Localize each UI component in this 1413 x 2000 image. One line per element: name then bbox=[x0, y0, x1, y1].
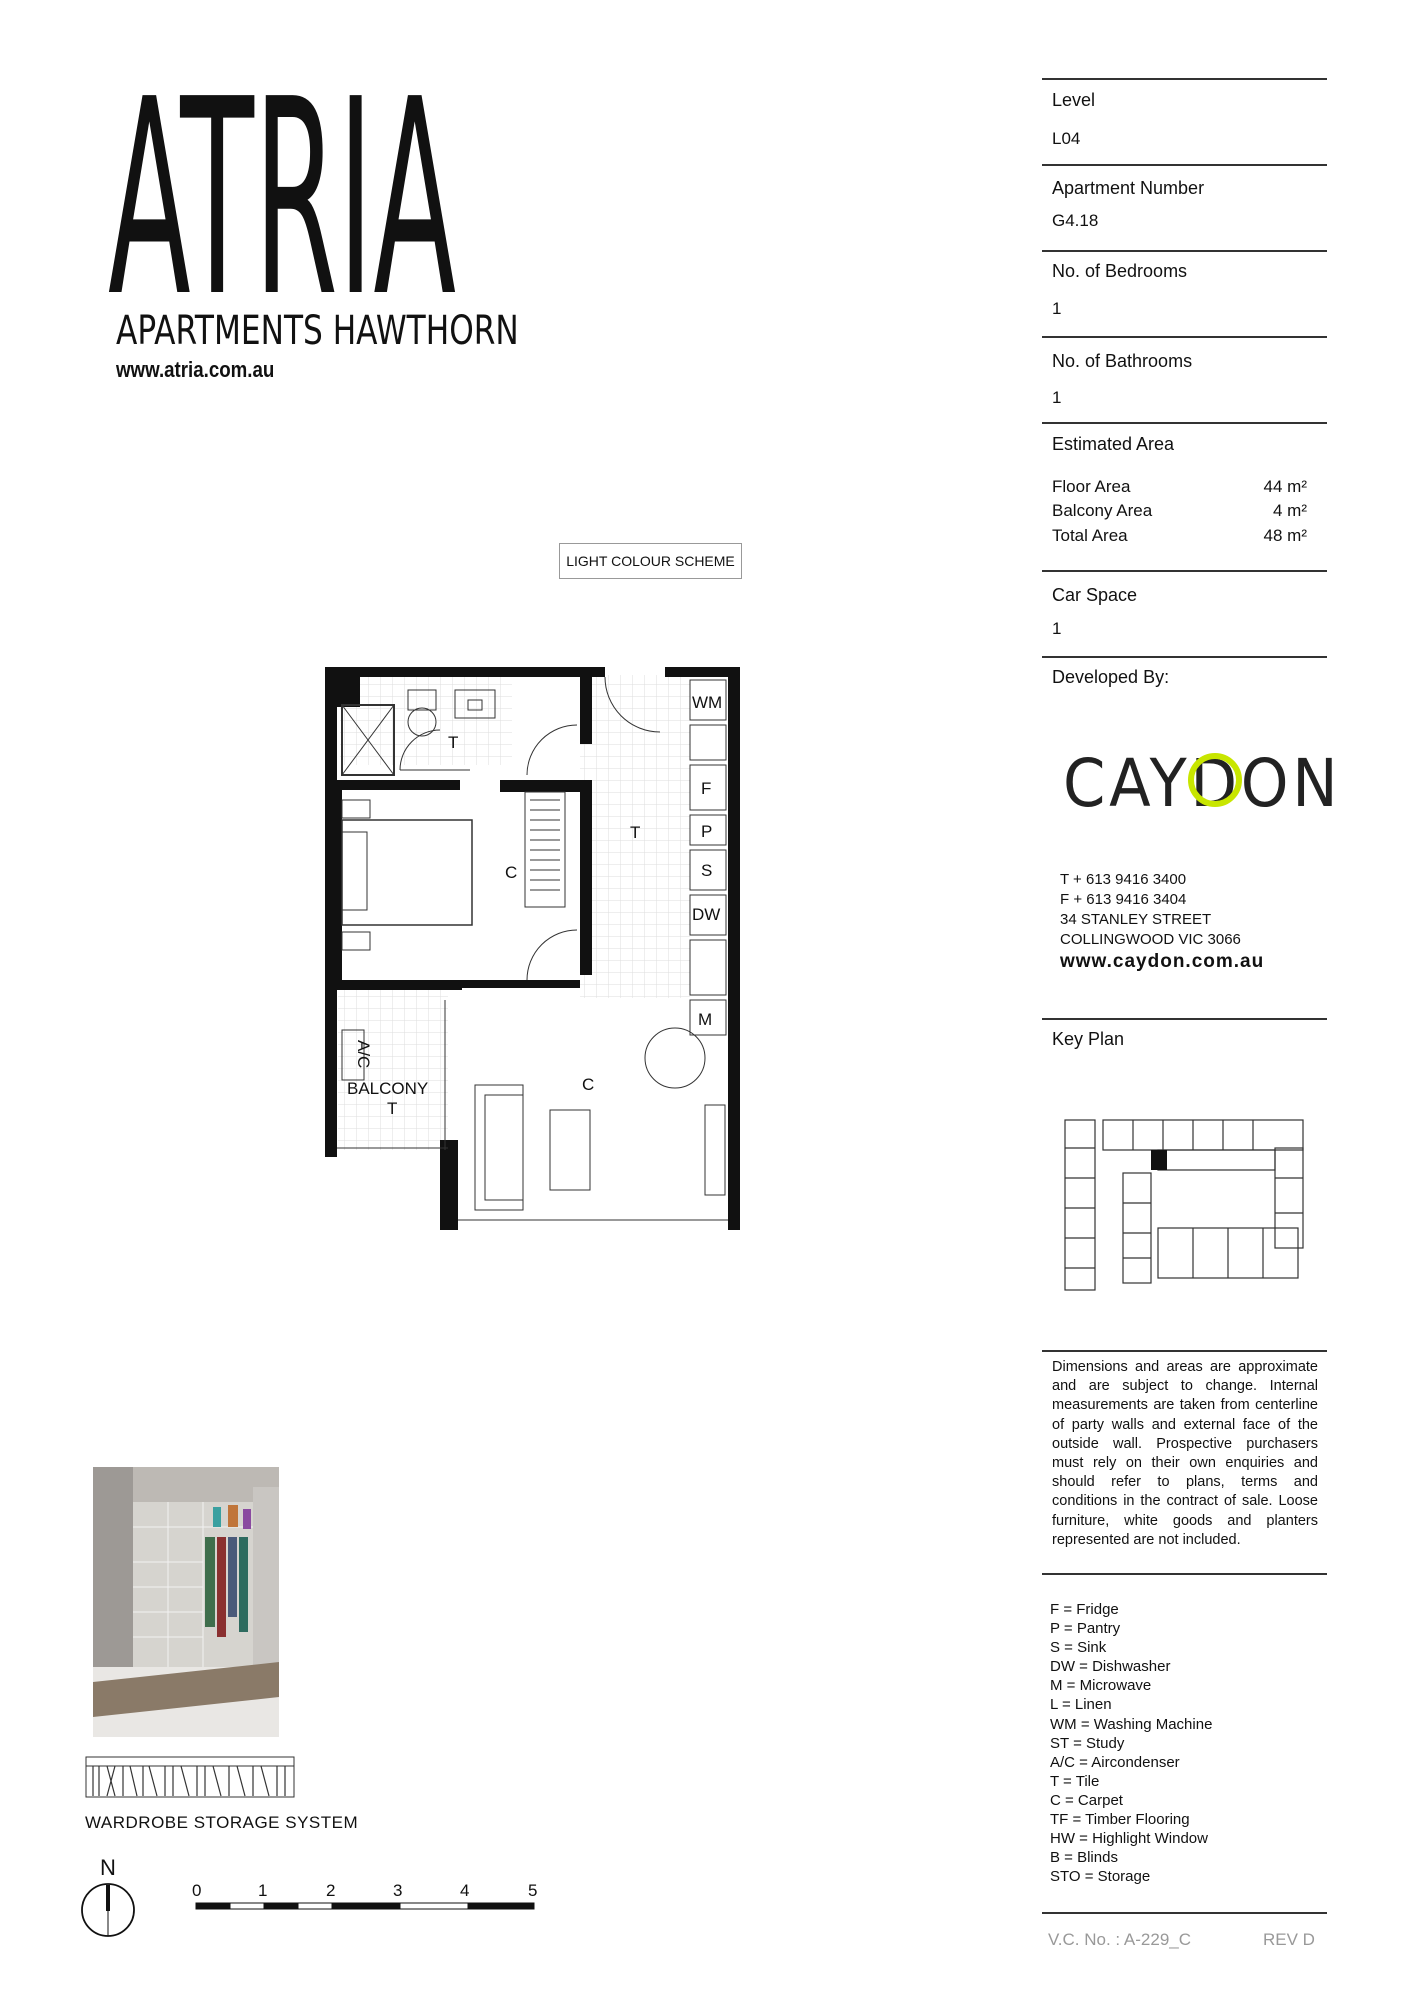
colour-scheme-label: LIGHT COLOUR SCHEME bbox=[559, 543, 742, 579]
total-area-value: 48 m² bbox=[1263, 526, 1307, 545]
plan-label-hall: T bbox=[630, 823, 641, 842]
apartment-value: G4.18 bbox=[1052, 211, 1099, 230]
legend-item: P = Pantry bbox=[1050, 1620, 1121, 1638]
plan-label-wm: WM bbox=[692, 693, 723, 712]
caydon-logo-text: CAYDON bbox=[1063, 745, 1342, 822]
legend bbox=[1050, 1600, 1212, 1886]
balcony-area-name: Balcony Area bbox=[1052, 501, 1153, 520]
developer-label: Developed By: bbox=[1052, 667, 1170, 687]
balcony-area-value: 4 m² bbox=[1273, 501, 1307, 520]
developer-street: 34 STANLEY STREET bbox=[1060, 911, 1212, 928]
legend-item: WM = Washing Machine bbox=[1050, 1715, 1213, 1733]
key-plan-label: Key Plan bbox=[1052, 1029, 1125, 1049]
legend-item: B = Blinds bbox=[1050, 1849, 1118, 1867]
plan-label-living: C bbox=[582, 1075, 595, 1094]
floor-area-name: Floor Area bbox=[1052, 477, 1131, 496]
wardrobe-caption: WARDROBE STORAGE SYSTEM bbox=[85, 1813, 359, 1832]
level-row bbox=[1042, 78, 1327, 148]
bathrooms-value: 1 bbox=[1052, 388, 1062, 407]
plan-label-bed: C bbox=[505, 863, 518, 882]
vc-number: V.C. No. : A-229_C bbox=[1048, 1930, 1192, 1949]
footer-divider bbox=[1042, 1912, 1327, 1914]
developer-row bbox=[1042, 656, 1327, 687]
total-area bbox=[1052, 526, 1307, 546]
floor-plan bbox=[320, 660, 750, 1230]
scale-tick-4: 4 bbox=[460, 1881, 470, 1900]
scale-bar bbox=[188, 1878, 548, 1928]
key-plan bbox=[1063, 1118, 1313, 1300]
north-arrow bbox=[78, 1855, 138, 1945]
balcony-area bbox=[1052, 501, 1307, 521]
brand-website[interactable]: www.atria.com.au bbox=[116, 357, 275, 382]
bedrooms-label: No. of Bedrooms bbox=[1052, 261, 1188, 281]
key-plan-marker bbox=[1151, 1150, 1167, 1170]
bathrooms-label: No. of Bathrooms bbox=[1052, 351, 1193, 371]
developer-contact bbox=[1060, 870, 1264, 972]
plan-label-m: M bbox=[698, 1010, 713, 1029]
atria-logo bbox=[108, 92, 468, 312]
level-label: Level bbox=[1052, 90, 1096, 110]
developer-suburb: COLLINGWOOD VIC 3066 bbox=[1060, 931, 1241, 948]
legend-item: A/C = Aircondenser bbox=[1050, 1753, 1180, 1771]
legend-item: C = Carpet bbox=[1050, 1791, 1123, 1809]
legend-item: S = Sink bbox=[1050, 1639, 1107, 1657]
scale-tick-3: 3 bbox=[393, 1881, 403, 1900]
revision: REV D bbox=[1263, 1930, 1315, 1949]
plan-label-balcony-t: T bbox=[387, 1099, 398, 1118]
car-value: 1 bbox=[1052, 619, 1062, 638]
floor-area bbox=[1052, 477, 1307, 497]
developer-website[interactable]: www.caydon.com.au bbox=[1060, 951, 1265, 972]
bedrooms-value: 1 bbox=[1052, 299, 1062, 318]
key-plan-row bbox=[1042, 1018, 1327, 1049]
scale-tick-5: 5 bbox=[528, 1881, 538, 1900]
legend-item: HW = Highlight Window bbox=[1050, 1830, 1208, 1848]
bathrooms-row bbox=[1042, 336, 1327, 407]
scale-tick-0: 0 bbox=[192, 1881, 202, 1900]
brand-subtitle: APARTMENTS HAWTHORN bbox=[116, 308, 519, 354]
plan-label-p: P bbox=[701, 822, 713, 841]
legend-item: TF = Timber Flooring bbox=[1050, 1811, 1190, 1829]
legend-item: M = Microwave bbox=[1050, 1677, 1152, 1695]
scale-tick-2: 2 bbox=[326, 1881, 336, 1900]
legend-item: F = Fridge bbox=[1050, 1601, 1119, 1618]
total-area-name: Total Area bbox=[1052, 526, 1128, 545]
level-value: L04 bbox=[1052, 129, 1081, 148]
plan-label-balcony: BALCONY bbox=[347, 1079, 429, 1098]
scale-tick-1: 1 bbox=[258, 1881, 268, 1900]
north-label: N bbox=[100, 1855, 116, 1880]
plan-label-ac: A/C bbox=[354, 1040, 373, 1069]
bedrooms-row bbox=[1042, 250, 1327, 318]
developer-fax: F + 613 9416 3404 bbox=[1060, 891, 1187, 908]
car-row bbox=[1042, 570, 1327, 638]
legend-item: DW = Dishwasher bbox=[1050, 1658, 1171, 1676]
caydon-logo-ring bbox=[1185, 750, 1245, 810]
legend-item: T = Tile bbox=[1050, 1772, 1100, 1790]
legend-item: ST = Study bbox=[1050, 1734, 1125, 1752]
legend-item: L = Linen bbox=[1050, 1696, 1112, 1714]
apartment-row bbox=[1042, 164, 1327, 230]
floor-area-value: 44 m² bbox=[1263, 477, 1307, 496]
plan-label-f: F bbox=[701, 779, 712, 798]
disclaimer-divider bbox=[1042, 1350, 1327, 1352]
legend-item: STO = Storage bbox=[1050, 1868, 1151, 1886]
plan-label-dw: DW bbox=[692, 905, 721, 924]
wardrobe-storage-diagram bbox=[85, 1756, 295, 1798]
legend-divider bbox=[1042, 1573, 1327, 1575]
wardrobe-photo bbox=[93, 1467, 279, 1737]
disclaimer: Dimensions and areas are approximate and are subject to change. Internal measurements are taken from centerline of party walls and external face of the outside wall. Prospective purchasers must rely on their own enquiries and should refer to plans, terms and conditions in the contract of sale. Loose furniture, white goods and planters represented are not included. bbox=[1052, 1359, 1318, 1548]
brand-title: ATRIA bbox=[108, 92, 456, 312]
developer-phone: T + 613 9416 3400 bbox=[1060, 871, 1187, 888]
area-row bbox=[1042, 422, 1327, 545]
plan-label-bath: T bbox=[448, 733, 459, 752]
area-label: Estimated Area bbox=[1052, 434, 1175, 454]
apartment-label: Apartment Number bbox=[1052, 178, 1205, 198]
car-label: Car Space bbox=[1052, 585, 1138, 605]
plan-label-s: S bbox=[701, 861, 713, 880]
